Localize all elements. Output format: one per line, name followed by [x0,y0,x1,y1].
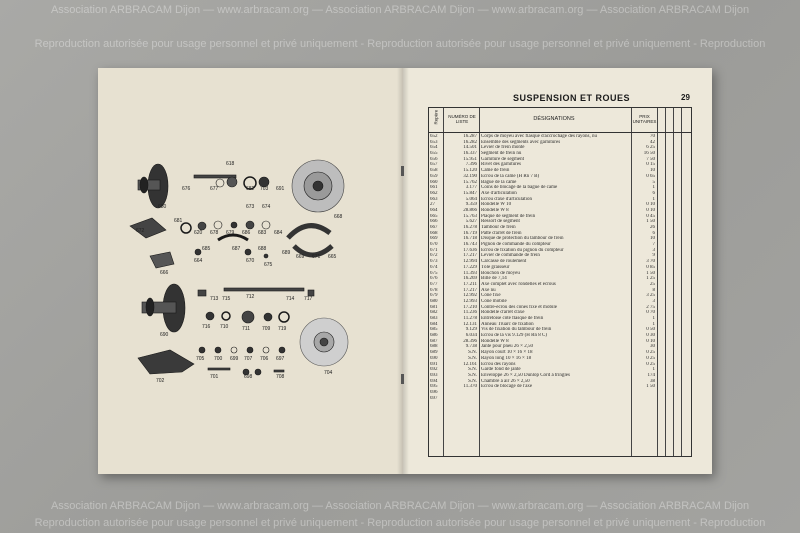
parts-list-table [428,107,692,457]
row-list-number: 17.217 [463,287,477,293]
watermark-line: Association ARBRACAM Dijon — www.arbracam.org — Association ARBRACAM Dijon — www.arbracam.org — Association ARBRACAM Dijon [50,4,750,16]
row-designation: Rondelle d'arrêt d'axe [481,310,525,316]
row-designation: Anneau Truarc de fixation [481,321,534,327]
part-label: 674 [262,204,271,210]
row-reference: 672 [430,253,438,259]
row-reference: 677 [430,281,438,287]
row-unit-price: 10 [650,236,655,242]
row-reference: 680 [430,298,438,304]
row-unit-price: 1 [652,321,655,327]
row-designation: Tôle graisseur [481,264,510,270]
row-unit-price: 3 [652,247,655,253]
part-label: 702 [156,378,165,384]
row-unit-price: 1 [652,367,655,373]
row-unit-price: 38 [650,378,655,384]
row-list-number: 17.210 [463,304,477,310]
row-list-number: 16.282 [463,139,477,145]
row-designation: Rayon long 10 × 16 × 18 [481,355,532,361]
part-label: 714 [286,296,295,302]
row-unit-price: 1 [652,185,655,191]
row-reference: 691 [430,361,438,367]
row-designation: Patte d'arrêt de frein [481,230,522,236]
row-reference: 667 [430,225,438,230]
row-reference: 678 [430,287,438,293]
row-unit-price: 1 [652,196,655,202]
row-designation: Garde fond de jante [481,367,521,373]
header-numero: NUMÉRO DE LISTE [448,114,476,124]
row-unit-price: 1 25 [646,276,655,282]
row-designation: Jante pour pneu 26 × 2,50 [481,344,533,350]
row-unit-price: 1 [652,316,655,321]
row-reference: 695 [430,384,438,390]
row-list-number: 11.278 [463,316,477,321]
row-designation: Écrou d'axe d'articulation [481,196,532,202]
row-list-number: S.N. [468,378,477,384]
row-reference: 27 [430,202,435,208]
row-unit-price: 8 [652,287,655,293]
row-list-number: 15.847 [463,190,477,196]
part-label: 719 [278,326,287,332]
row-reference: 655 [430,151,438,157]
row-designation: Enveloppe 26 × 2,50 Dunlop Cord à tringles [481,372,570,378]
part-label: 676 [182,186,191,192]
row-list-number: 12.161 [463,361,477,367]
header-designations: DÉSIGNATIONS [533,116,575,122]
parts-rows [429,134,691,401]
row-list-number: 17.636 [463,247,477,253]
row-unit-price: 0 45 [646,213,655,219]
row-unit-price: 1 50 [646,384,655,390]
row-list-number: 16.287 [463,134,477,139]
row-unit-price: 7 50 [646,156,655,162]
row-unit-price: 6 25 [646,145,655,151]
row-designation: Écrou de blocage de l'axe [481,384,533,390]
row-list-number: 5.064 [465,196,477,202]
row-list-number: 9.129 [465,327,477,333]
row-reference: 693 [430,372,438,378]
row-designation: Bouchon de moyeu [481,270,520,276]
row-unit-price: 3 70 [646,259,655,265]
open-booklet [98,68,712,474]
row-reference: 682 [430,310,438,316]
row-list-number: 17.229 [463,264,477,270]
part-label: 707 [244,356,253,362]
part-label: 690 [160,332,169,338]
row-designation: Écrou de la came (H Rn 7 B) [481,173,540,179]
part-label: 711 [242,326,250,332]
row-unit-price: 7 [652,242,655,248]
row-reference: 670 [430,242,438,248]
row-designation: Levier de frein monté [481,145,525,151]
row-list-number: S.N. [468,367,477,373]
row-list-number: 12.993 [463,298,477,304]
row-unit-price: 25 [650,281,655,287]
row-reference: 696 [430,389,438,395]
row-designation: Plaque de segment de frein [481,213,536,219]
row-reference: 654 [430,145,438,151]
row-list-number: 16.337 [463,151,477,157]
row-list-number: 6.034 [465,333,477,339]
row-list-number: 28.396 [463,338,477,344]
watermark-line: Reproduction autorisée pour usage personnel et privé uniquement - Reproduction autorisée pour usage personnel et privé uniquement - Reproduction [34,38,766,50]
part-label: 700 [214,356,223,362]
row-designation: Cône mobile [481,298,507,304]
row-list-number: 15.762 [463,179,477,185]
row-unit-price: 0 10 [646,207,655,213]
row-list-number: 15.951 [463,156,477,162]
row-reference: 673 [430,259,438,265]
row-list-number: 32.190 [463,173,477,179]
part-label: 699 [230,356,239,362]
row-list-number: 16.278 [463,225,477,230]
row-list-number: 11.370 [463,384,477,390]
row-designation: Rivet des garnitures [481,162,521,168]
row-designation: Came de frein [481,168,510,174]
row-designation: Ensemble des segments avec garnitures [481,139,561,145]
part-label: 678 [210,230,219,236]
row-designation: Ressort de segment [481,219,520,225]
row-list-number: 15.763 [463,213,477,219]
watermark-line: Reproduction autorisée pour usage personnel et privé uniquement - Reproduction autorisée pour usage personnel et privé uniquement - Reproduction [34,517,766,529]
row-reference: 675 [430,270,438,276]
row-designation: Bague de la came [481,179,517,185]
row-reference: 694 [430,378,438,384]
row-reference: 674 [430,264,438,270]
part-label: 682 [246,186,255,192]
row-unit-price: 1 50 [646,219,655,225]
row-reference: 697 [430,395,438,401]
row-designation: Vis de fixation du tambour de frein [481,327,552,333]
row-list-number: 16.269 [463,276,477,282]
part-label: 620 [194,230,203,236]
row-unit-price: 1 50 [646,270,655,276]
part-label: 710 [220,324,229,330]
row-reference: 689 [430,350,438,356]
row-list-number: 11.236 [463,310,477,316]
row-reference: 676 [430,276,438,282]
row-list-number: 17.211 [463,281,477,287]
part-label: 689 [282,250,291,256]
part-label: 697 [276,356,285,362]
part-label: 673 [246,204,255,210]
row-reference: 685 [430,327,438,333]
part-label: 708 [276,374,285,380]
row-designation: Segment de frein nu [481,151,522,157]
row-designation: Bille de 7,14 [481,276,507,282]
row-designation: Disque de protection du tambour de frein [481,236,564,242]
row-list-number: 28.866 [463,207,477,213]
row-designation: Rondelle W 10 [481,202,512,208]
row-unit-price: 0 25 [646,361,655,367]
row-designation: Écrou de fixation du pignon du compteur [481,247,564,253]
row-list-number: 9.738 [465,344,477,350]
staple [401,166,404,176]
row-unit-price: 30 [650,344,655,350]
row-designation: Rondelle W 8 [481,338,509,344]
part-label: 705 [196,356,205,362]
row-unit-price: 0 10 [646,202,655,208]
row-designation: Axe d'articulation [481,190,517,196]
part-label: 618 [226,161,235,167]
row-reference: 688 [430,344,438,350]
row-list-number: 12.994 [463,259,477,265]
part-label: 675 [264,262,273,268]
part-label: 686 [242,230,251,236]
booklet-spine [397,68,409,474]
row-reference: 656 [430,156,438,162]
row-designation: Écrou des rayons [481,361,516,367]
row-unit-price: 174 [647,372,655,378]
row-designation: Contre-écrou des cônes fixe et mobile [481,304,557,310]
part-label: 666 [160,270,169,276]
part-label: 712 [246,294,255,300]
part-label: 669 [296,254,305,260]
part-label: 703 [260,186,269,192]
part-label: 671 [312,254,321,260]
row-reference: 661 [430,185,438,191]
row-unit-price: 3 25 [646,293,655,299]
row-designation: Pignon de commande du compteur [481,242,551,248]
row-reference: 690 [430,355,438,361]
row-unit-price: 6 [652,230,655,236]
row-list-number: 11.393 [463,270,477,276]
row-reference: 664 [430,207,438,213]
row-unit-price: 16 50 [643,151,655,157]
row-list-number: 17.217 [463,253,477,259]
row-reference: 669 [430,236,438,242]
row-unit-price: 42 [650,139,655,145]
row-designation: Garniture de segment [481,156,525,162]
row-list-number: 3.177 [465,185,477,191]
row-reference: 663 [430,196,438,202]
part-label: 685 [202,246,211,252]
row-list-number: 7.396 [465,162,477,168]
row-list-number: 12.131 [463,321,477,327]
row-designation: Axe complet avec rondelles et écrous [481,281,556,287]
row-reference: 668 [430,230,438,236]
part-label: 687 [232,246,241,252]
part-label: 704 [324,370,333,376]
row-unit-price: 0 10 [646,338,655,344]
row-designation: Carcasse de roulement [481,259,527,265]
row-unit-price: 0 25 [646,350,655,356]
row-list-number: 16.719 [463,230,477,236]
part-label: 681 [174,218,183,224]
row-unit-price: 6 [652,190,655,196]
part-label: 716 [202,324,211,330]
left-page [98,68,403,474]
table-row [429,396,691,402]
part-label: 684 [274,230,283,236]
row-designation: Entretoise côté flasque de frein [481,316,544,321]
row-list-number: 5.627 [465,219,477,225]
row-list-number: 9.359 [465,202,477,208]
part-label: 672 [136,228,145,234]
row-reference: 666 [430,219,438,225]
part-label: 706 [260,356,269,362]
row-unit-price: 2 75 [646,304,655,310]
row-reference: 662 [430,190,438,196]
part-label: 701 [210,374,219,380]
row-reference: 665 [430,213,438,219]
row-list-number: 16.718 [463,236,477,242]
row-list-number: 16.743 [463,242,477,248]
row-reference: 686 [430,333,438,339]
row-unit-price: 0 85 [646,264,655,270]
row-reference: 692 [430,367,438,373]
row-unit-price: 70 [650,134,655,139]
row-unit-price: 26 [650,225,655,230]
row-designation: Chambre à air 26 × 2,50 [481,378,530,384]
part-label: 665 [328,254,337,260]
row-reference: 652 [430,134,438,139]
page-title: SUSPENSION ET ROUES [513,93,631,103]
row-unit-price: 0 15 [646,162,655,168]
row-designation: Rayon court 10 × 16 × 18 [481,350,533,356]
row-unit-price: 3 [652,298,655,304]
row-reference: 681 [430,304,438,310]
part-label: 715 [222,296,231,302]
part-label: 709 [262,326,271,332]
part-label: 713 [210,296,219,302]
page-number: 29 [681,93,690,102]
row-reference: 653 [430,139,438,145]
row-list-number: S.N. [468,350,477,356]
row-reference: 659 [430,173,438,179]
part-label: 688 [258,246,267,252]
part-label: 717 [304,296,313,302]
parts-illustration [98,68,403,474]
part-label: 691 [276,186,285,192]
part-label: 668 [334,214,343,220]
row-unit-price: 0 30 [646,333,655,339]
row-list-number: S.N. [468,355,477,361]
header-prix: PRIX UNITAIRES [632,114,657,124]
row-reference: 660 [430,179,438,185]
right-page [403,68,712,474]
watermark-line: Association ARBRACAM Dijon — www.arbracam.org — Association ARBRACAM Dijon — www.arbracam.org — Association ARBRACAM Dijon [50,500,750,512]
row-unit-price: 5 [652,179,655,185]
row-reference: 679 [430,293,438,299]
row-unit-price: 0 50 [646,327,655,333]
row-unit-price: 0 25 [646,355,655,361]
row-unit-price: 9 [652,253,655,259]
part-label: 664 [194,258,203,264]
row-reference: 683 [430,316,438,321]
row-unit-price: 0 65 [646,173,655,179]
row-designation: Axe nu [481,287,496,293]
row-designation: Coins de blocage de la bague de came [481,185,558,191]
part-label: 698 [244,374,253,380]
row-designation: Rondelle W 8 [481,207,509,213]
header-divider [429,132,691,133]
row-reference: 671 [430,247,438,253]
staple [401,374,404,384]
row-reference: 687 [430,338,438,344]
part-label: 679 [226,230,235,236]
row-list-number: 14.501 [463,145,477,151]
header-repere: Repère [433,109,439,125]
row-designation: Levier de commande de frein [481,253,540,259]
row-unit-price: 0 70 [646,310,655,316]
row-list-number: 15.120 [463,168,477,174]
row-reference: 684 [430,321,438,327]
row-reference: 658 [430,168,438,174]
row-designation: Écrou de la vis 9.129 (H Rn 8 C) [481,333,547,339]
row-unit-price: 10 [650,168,655,174]
row-designation: Cône fixe [481,293,501,299]
row-list-number: S.N. [468,372,477,378]
row-reference: 657 [430,162,438,168]
row-designation: Corps de moyeu avec flasque d'accrochage des rayons, nu [481,134,597,139]
part-label: 680 [158,204,167,210]
part-label: 670 [246,258,255,264]
part-label: 683 [258,230,267,236]
row-list-number: 12.992 [463,293,477,299]
part-label: 677 [210,186,219,192]
row-designation: Tambour de frein [481,225,516,230]
